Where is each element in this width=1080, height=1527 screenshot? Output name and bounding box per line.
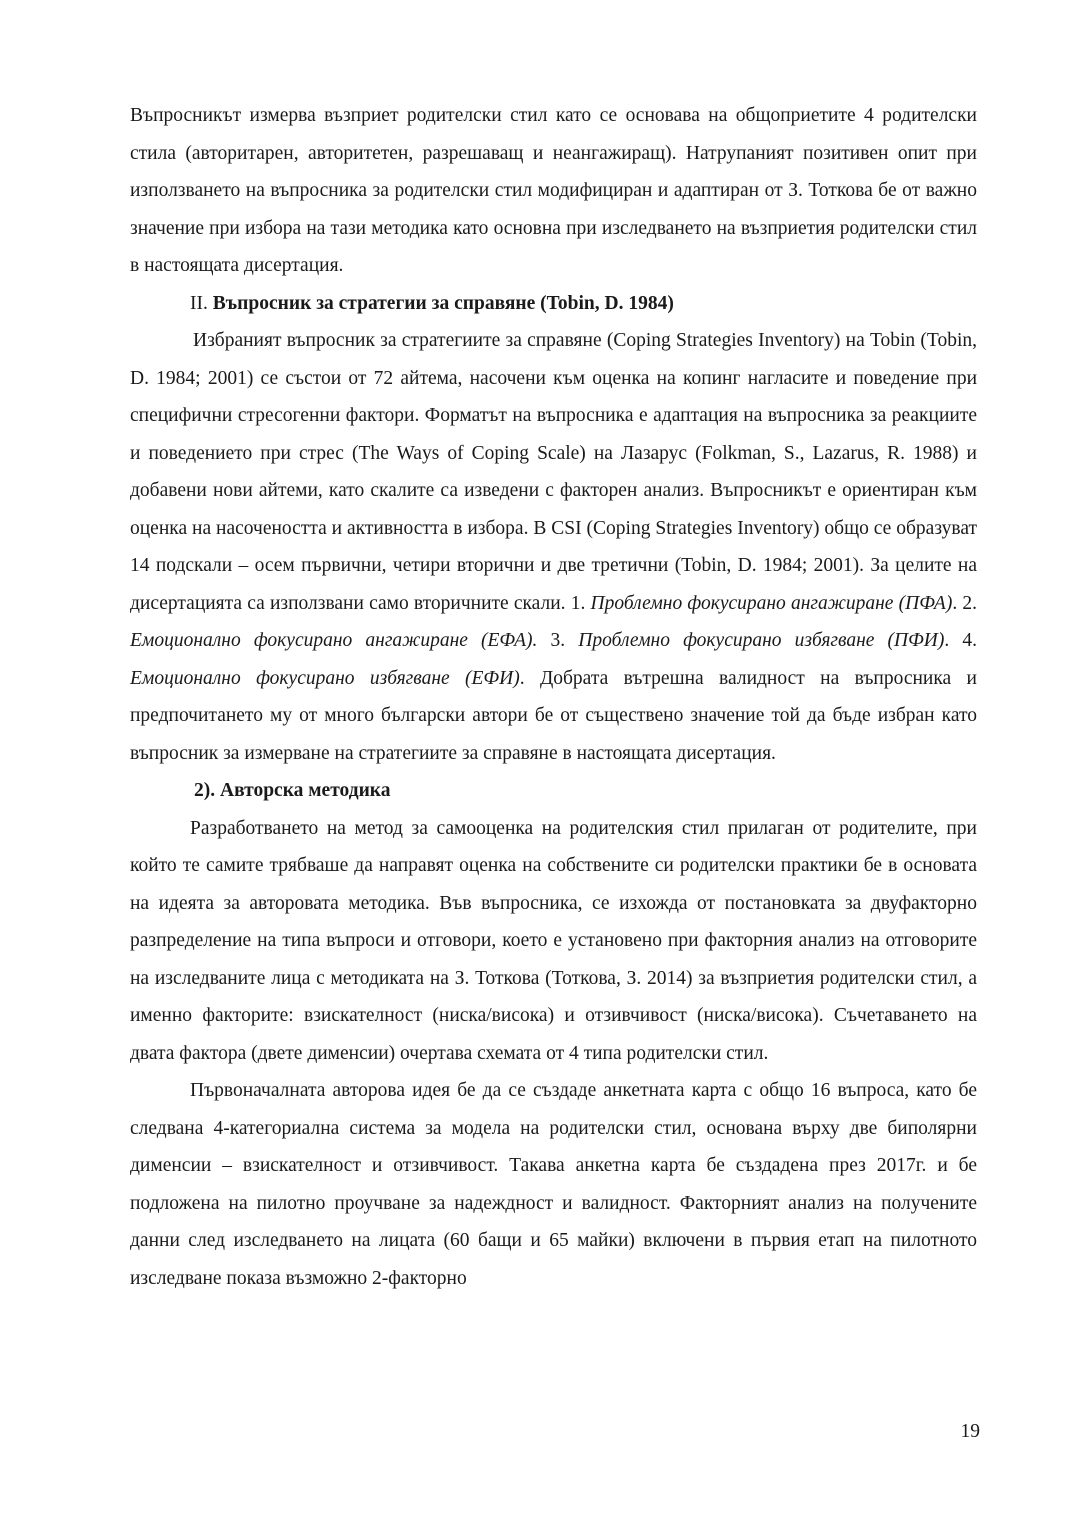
paragraph-text: . 2. <box>952 592 977 614</box>
paragraph-coping-inventory <box>130 322 977 772</box>
section-heading-author-method: 2). Авторска методика <box>194 780 391 801</box>
scale-name: Проблемно фокусирано ангажиране (ПФА) <box>590 592 953 614</box>
paragraph-author-method: Разработването на метод за самооценка на родителския стил прилаган от родителите, при който те самите трябваше да направят оценка на собствените си родителски практики бе в основата на идеята за авторовата методика. Във въпросника, се изхожда от постановката за двуфакторно разпределение на типа въпроси и отговори, което е установено при факторния анализ на отговорите на изследваните лица с методиката на З. Тоткова (Тоткова, З. 2014) за възприетия родителски стил, а именно факторите: взискателност (ниска/висока) и отзивчивост (ниска/висока). Съчетаването на двата фактора (двете дименсии) очертава схемата от 4 типа родителски стил. <box>130 817 977 1064</box>
scale-name: Емоционално фокусирано избягване (ЕФИ) <box>130 667 520 689</box>
scale-name: Проблемно фокусирано избягване (ПФИ) <box>578 630 945 651</box>
paragraph-initial-idea: Първоначалната авторова идея бе да се създаде анкетната карта с общо 16 въпроса, като бе следвана 4-категориална система за модела на родителски стил, основана върху две биполярни дименсии – взискателност и отзивчивост. Такава анкетна карта бе създадена през 2017г. и бе подложена на пилотно проучване за надеждност и валидност. Факторният анализ на получените данни след изследването на лицата (60 бащи и 65 майки) включени в първия етап на пилотното изследване показа възможно 2-факторно <box>130 1080 977 1289</box>
section-number: II. <box>190 292 208 314</box>
paragraph-parenting-questionnaire: Въпросникът измерва възприет родителски стил като се основава на общоприетите 4 родителски стила (авторитарен, авторитетен, разрешаващ и неангажиращ). Натрупаният позитивен опит при използването на въпросника за родителски стил модифициран и адаптиран от З. Тоткова бе от важно значение при избора на тази методика като основна при изследването на възприетия родителски стил в настоящата дисертация. <box>130 105 977 276</box>
paragraph-text: 3. <box>537 630 566 651</box>
section-heading-coping-strategies <box>130 285 977 323</box>
section-title: Въпросник за стратегии за справяне (Tobin, D. 1984) <box>212 292 674 314</box>
scale-name: Емоционално фокусирано ангажиране (ЕФА). <box>130 630 538 651</box>
paragraph-text: Избраният въпросник за стратегиите за справяне (Coping Strategies Inventory) на Tobin (Tobin, D. 1984; 2001) се състои от 72 айтема, насочени към оценка на копинг нагласите и поведение при специфични стресогенни фактори. Форматът на въпросника е адаптация на въпросника за реакциите и поведението при стрес (The Ways of Coping Scale) на Лазарус (Folkman, S., Lazarus, R. 1988) и добавени нови айтеми, като скалите са изведени с факторен анализ. Въпросникът е ориентиран към оценка на насочеността и активността в избора. В CSI (Coping Strategies Inventory) общо се образуват 14 подскали – осем първични, четири вторични и две третични (Tobin, D. 1984; 2001). За целите на дисертацията са използвани само вторичните скали. 1. <box>130 330 977 614</box>
page-body <box>130 97 977 1297</box>
paragraph-text: . 4. <box>944 630 978 651</box>
paragraph-text: . Добрата вътрешна валидност на въпросника и предпочитането му от много български автори бе от съществено значение той да бъде избран като въпросник за измерване на стратегиите за справяне в настоящата дисертация. <box>130 667 977 764</box>
page-number: 19 <box>960 1421 980 1442</box>
